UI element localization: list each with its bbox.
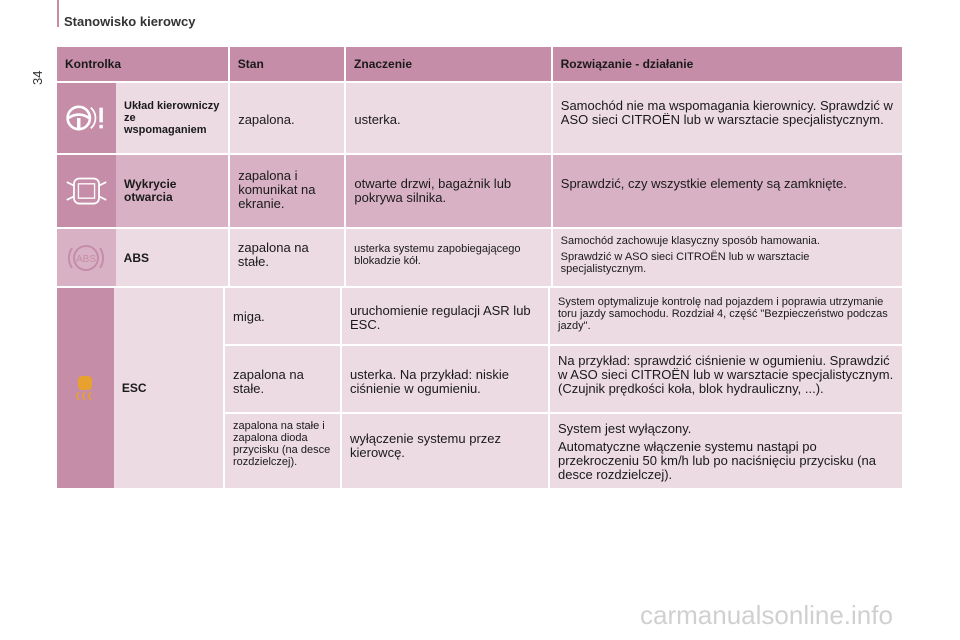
row-znaczenie: usterka systemu zapobiegającego blokadzie kół. [346,229,551,286]
rozwiazanie-line: Automatyczne włączenie systemu nastąpi po przekroczeniu 50 km/h lub po naciśnięciu przycisku (na desce rozdzielczej). [558,439,876,482]
svg-text:ABS: ABS [76,253,97,265]
table-row [57,83,902,153]
esc-skid-icon [57,288,114,488]
row-znaczenie: uruchomienie regulacji ASR lub ESC. [342,288,548,344]
row-rozwiazanie [553,229,902,286]
rozwiazanie-line: Samochód zachowuje klasyczny sposób hamowania. [560,235,820,247]
row-stan: zapalona. [230,83,344,153]
open-door-icon [57,155,116,227]
header-kontrolka: Kontrolka [57,47,228,81]
header-stan: Stan [230,47,344,81]
row-znaczenie: wyłączenie systemu przez kierowcę. [342,414,548,488]
table-row [225,288,902,344]
table-header [57,47,902,81]
row-rozwiazanie: Sprawdzić, czy wszystkie elementy są zamknięte. [553,155,902,227]
row-stan: zapalona na stałe. [230,229,344,286]
table-row [225,414,902,488]
row-znaczenie: usterka. Na przykład: niskie ciśnienie w ogumieniu. [342,346,548,412]
row-rozwiazanie: Na przykład: sprawdzić ciśnienie w ogumieniu. Sprawdzić w ASO sieci CITROËN lub w warsztacie specjalistycznym. (Czujnik prędkości koła, blok hydrauliczny, ...). [550,346,902,412]
section-accent-bar [57,0,59,27]
table-row [57,155,902,227]
row-stan: zapalona na stałe. [225,346,340,412]
steering-warning-icon [57,83,116,153]
row-stan: zapalona i komunikat na ekranie. [230,155,344,227]
table-row [57,229,902,286]
page-number: 34 [30,70,45,85]
esc-name: ESC [114,288,223,488]
abs-icon [57,229,116,286]
watermark: carmanualsonline.info [640,600,893,630]
header-znaczenie: Znaczenie [346,47,551,81]
row-name: ABS [116,229,228,286]
row-rozwiazanie: Samochód nie ma wspomagania kierownicy. Sprawdzić w ASO sieci CITROËN lub w warsztacie specjalistycznym. [553,83,902,153]
row-rozwiazanie: System optymalizuje kontrolę nad pojazdem i poprawia utrzymanie toru jazdy samochodu. Rozdział 4, część "Bezpieczeństwo podczas jazdy". [550,288,902,344]
table-row [225,346,902,412]
row-stan: miga. [225,288,340,344]
header-rozwiazanie: Rozwiązanie - działanie [553,47,902,81]
row-znaczenie: usterka. [346,83,550,153]
row-name: Układ kierowniczy ze wspomaganiem [116,83,228,153]
row-znaczenie: otwarte drzwi, bagażnik lub pokrywa silnika. [346,155,550,227]
warning-lights-table [57,47,902,488]
rozwiazanie-line: System jest wyłączony. [558,421,692,436]
section-title: Stanowisko kierowcy [64,14,196,29]
row-stan: zapalona na stałe i zapalona dioda przycisku (na desce rozdzielczej). [225,414,340,488]
row-rozwiazanie [550,414,902,488]
row-name: Wykrycie otwarcia [116,155,228,227]
rozwiazanie-line: Sprawdzić w ASO sieci CITROËN lub w warsztacie specjalistycznym. [560,251,810,275]
esc-block [57,288,902,488]
